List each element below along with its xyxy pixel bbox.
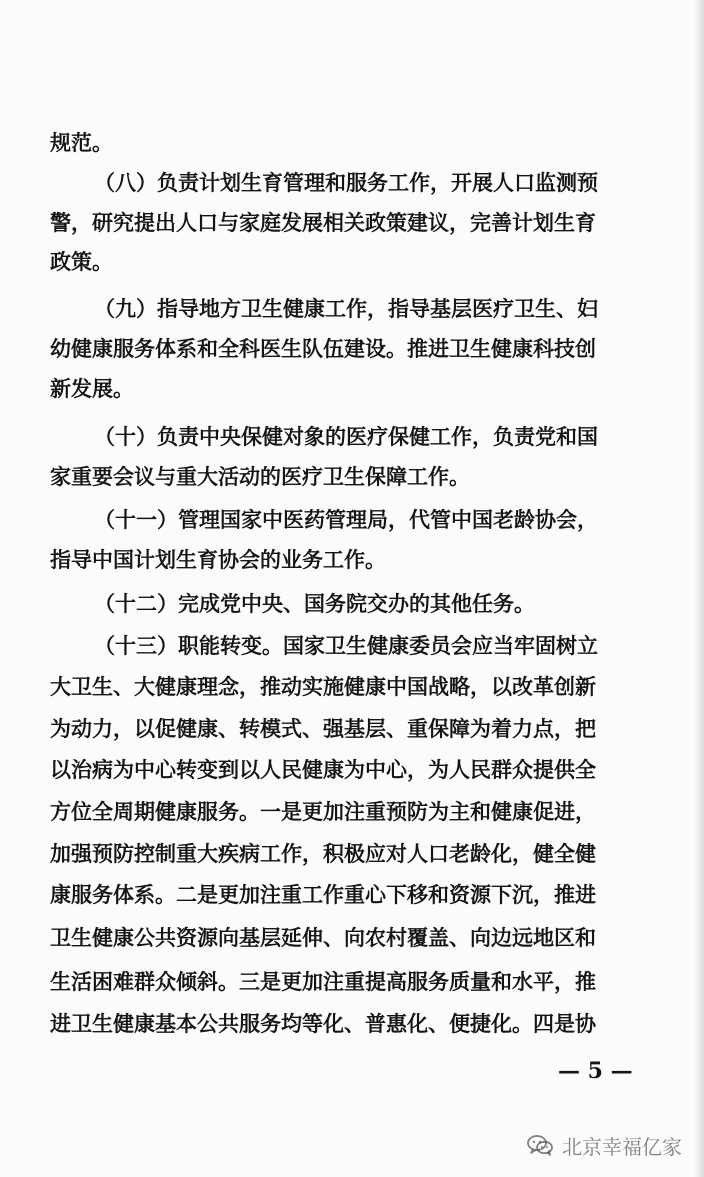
body-text-line: 为动力，以促健康、转模式、强基层、重保障为着力点，把 (50, 716, 596, 741)
body-text-line: 大卫生、大健康理念，推动实施健康中国战略，以改革创新 (50, 674, 596, 699)
body-text-line: 以治病为中心转变到以人民健康为中心，为人民群众提供全 (50, 757, 596, 782)
wechat-watermark (526, 1127, 682, 1163)
body-text-line: 警，研究提出人口与家庭发展相关政策建议，完善计划生育 (50, 210, 596, 235)
body-text-line: （十二）完成党中央、国务院交办的其他任务。 (94, 591, 535, 616)
page-number: — 5 — (558, 1058, 633, 1084)
body-text-line: 康服务体系。二是更加注重工作重心下移和资源下沉，推进 (50, 882, 596, 907)
body-text-line: （十三）职能转变。国家卫生健康委员会应当牢固树立 (94, 633, 598, 658)
body-text-line: 加强预防控制重大疾病工作，积极应对人口老龄化，健全健 (50, 841, 596, 866)
body-text-line: （八）负责计划生育管理和服务工作，开展人口监测预 (94, 170, 598, 195)
body-text-line: 方位全周期健康服务。一是更加注重预防为主和健康促进， (50, 799, 596, 824)
body-text-line: 生活困难群众倾斜。三是更加注重提高服务质量和水平，推 (50, 969, 596, 994)
body-text-line: 新发展。 (50, 376, 134, 401)
body-text-line: 卫生健康公共资源向基层延伸、向农村覆盖、向边远地区和 (50, 925, 596, 950)
body-text-line: 幼健康服务体系和全科医生队伍建设。推进卫生健康科技创 (50, 336, 596, 361)
body-text-line: 规范。 (50, 130, 113, 155)
watermark-text: 北京幸福亿家 (562, 1134, 682, 1159)
page-edge-shadow (694, 0, 704, 1177)
body-text-line: （十一）管理国家中医药管理局，代管中国老龄协会， (94, 507, 598, 532)
body-text-line: 政策。 (50, 249, 113, 274)
body-text-line: 进卫生健康基本公共服务均等化、普惠化、便捷化。四是协 (50, 1011, 596, 1036)
body-text-line: 指导中国计划生育协会的业务工作。 (50, 547, 386, 572)
body-text-line: （十）负责中央保健对象的医疗保健工作，负责党和国 (94, 424, 598, 449)
body-text-line: 家重要会议与重大活动的医疗卫生保障工作。 (50, 464, 470, 489)
body-text-line: （九）指导地方卫生健康工作，指导基层医疗卫生、妇 (94, 296, 598, 321)
wechat-icon (526, 1133, 554, 1157)
